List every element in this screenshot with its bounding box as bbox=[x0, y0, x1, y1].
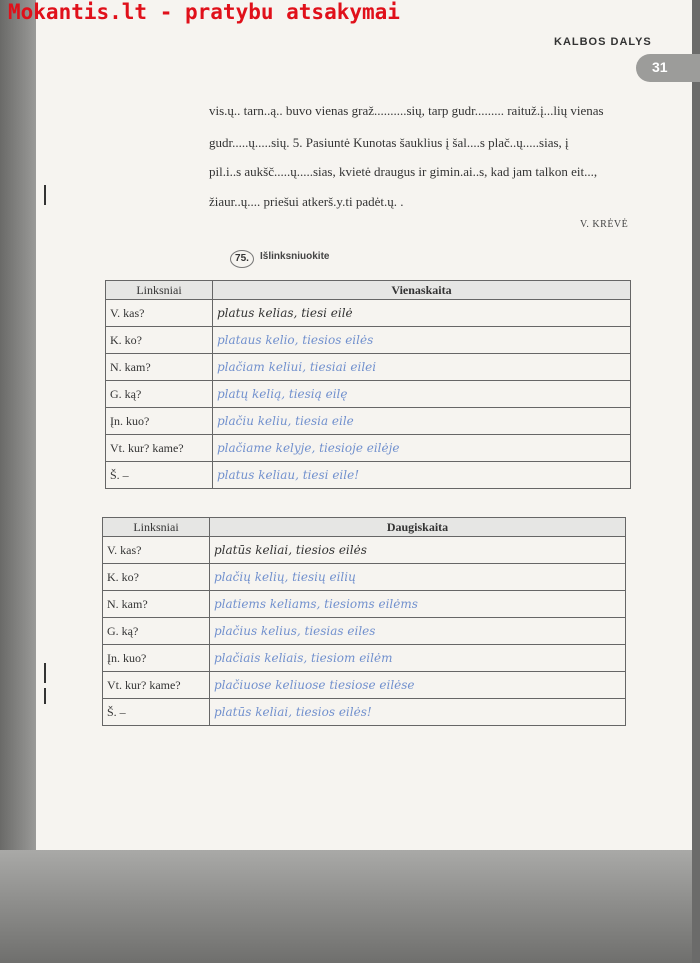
case-label: Vt. kur? kame? bbox=[106, 435, 213, 462]
exercise-number: 75. bbox=[230, 250, 254, 268]
case-label: Š. – bbox=[103, 699, 210, 726]
case-label: K. ko? bbox=[103, 564, 210, 591]
case-label: G. ką? bbox=[106, 381, 213, 408]
table-row bbox=[106, 435, 631, 462]
table-header-row bbox=[103, 518, 626, 537]
exercise-title: Išlinksniuokite bbox=[260, 251, 330, 262]
answer-cell[interactable]: plačius kelius, tiesias eiles bbox=[210, 618, 626, 645]
case-label: V. kas? bbox=[103, 537, 210, 564]
answer-cell[interactable]: plačiame kelyje, tiesioje eilėje bbox=[213, 435, 631, 462]
watermark: Mokantis.lt - pratybu atsakymai bbox=[8, 0, 400, 24]
singular-table bbox=[105, 280, 631, 489]
case-label: V. kas? bbox=[106, 300, 213, 327]
text-line-4: žiaur..ų.... priešui atkerš.y.ti padėt.ų. . bbox=[209, 194, 404, 209]
answer-cell[interactable]: plačių kelių, tiesių eilių bbox=[210, 564, 626, 591]
answer-cell[interactable]: platiems keliams, tiesioms eilėms bbox=[210, 591, 626, 618]
margin-mark bbox=[44, 663, 46, 683]
author: V. KRĖVĖ bbox=[580, 219, 629, 230]
page-number-tab bbox=[636, 54, 700, 82]
case-label: Vt. kur? kame? bbox=[103, 672, 210, 699]
answer-cell[interactable]: platūs keliai, tiesios eilės! bbox=[210, 699, 626, 726]
header-singular: Vienaskaita bbox=[213, 281, 631, 300]
plural-table bbox=[102, 517, 626, 726]
table-row bbox=[103, 699, 626, 726]
table-row bbox=[103, 591, 626, 618]
answer-cell[interactable]: plačiais keliais, tiesiom eilėm bbox=[210, 645, 626, 672]
header-plural: Daugiskaita bbox=[210, 518, 626, 537]
margin-mark bbox=[44, 185, 46, 205]
answer-cell[interactable]: plačiam keliui, tiesiai eilei bbox=[213, 354, 631, 381]
header-cases: Linksniai bbox=[103, 518, 210, 537]
table-row bbox=[103, 645, 626, 672]
text-line-2: gudr.....ų.....sių. 5. Pasiuntė Kunotas šauklius į šal....s plač..ų.....sias, į bbox=[209, 135, 569, 150]
case-label: N. kam? bbox=[103, 591, 210, 618]
page-number: 31 bbox=[652, 59, 668, 75]
answer-cell[interactable]: platus kelias, tiesi eilė bbox=[213, 300, 631, 327]
page-left-shadow bbox=[0, 0, 36, 963]
table-row bbox=[106, 408, 631, 435]
table-header-row bbox=[106, 281, 631, 300]
table-row bbox=[103, 564, 626, 591]
scan-background bbox=[0, 850, 700, 963]
case-label: Š. – bbox=[106, 462, 213, 489]
answer-cell[interactable]: plačiu keliu, tiesia eile bbox=[213, 408, 631, 435]
table-row bbox=[106, 462, 631, 489]
case-label: Įn. kuo? bbox=[106, 408, 213, 435]
case-label: N. kam? bbox=[106, 354, 213, 381]
table-row bbox=[103, 618, 626, 645]
table-row bbox=[106, 300, 631, 327]
case-label: Įn. kuo? bbox=[103, 645, 210, 672]
answer-cell[interactable]: platus keliau, tiesi eile! bbox=[213, 462, 631, 489]
table-row bbox=[106, 381, 631, 408]
text-line-3: pil.i..s aukšč.....ų.....sias, kvietė draugus ir gimin.ai..s, kad jam talkon eit..., bbox=[209, 164, 598, 179]
margin-mark bbox=[44, 688, 46, 704]
answer-cell[interactable]: plataus kelio, tiesios eilės bbox=[213, 327, 631, 354]
text-line-1: vis.ų.. tarn..ą.. buvo vienas graž..........sių, tarp gudr......... raituž.į...lių vienas bbox=[209, 103, 604, 118]
table-row bbox=[103, 672, 626, 699]
header-cases: Linksniai bbox=[106, 281, 213, 300]
case-label: G. ką? bbox=[103, 618, 210, 645]
answer-cell[interactable]: platūs keliai, tiesios eilės bbox=[210, 537, 626, 564]
page-right-edge bbox=[692, 0, 700, 963]
answer-cell[interactable]: plačiuose keliuose tiesiose eilėse bbox=[210, 672, 626, 699]
table-row bbox=[106, 327, 631, 354]
table-row bbox=[106, 354, 631, 381]
section-title: KALBOS DALYS bbox=[554, 36, 652, 48]
table-row bbox=[103, 537, 626, 564]
case-label: K. ko? bbox=[106, 327, 213, 354]
answer-cell[interactable]: platų kelią, tiesią eilę bbox=[213, 381, 631, 408]
